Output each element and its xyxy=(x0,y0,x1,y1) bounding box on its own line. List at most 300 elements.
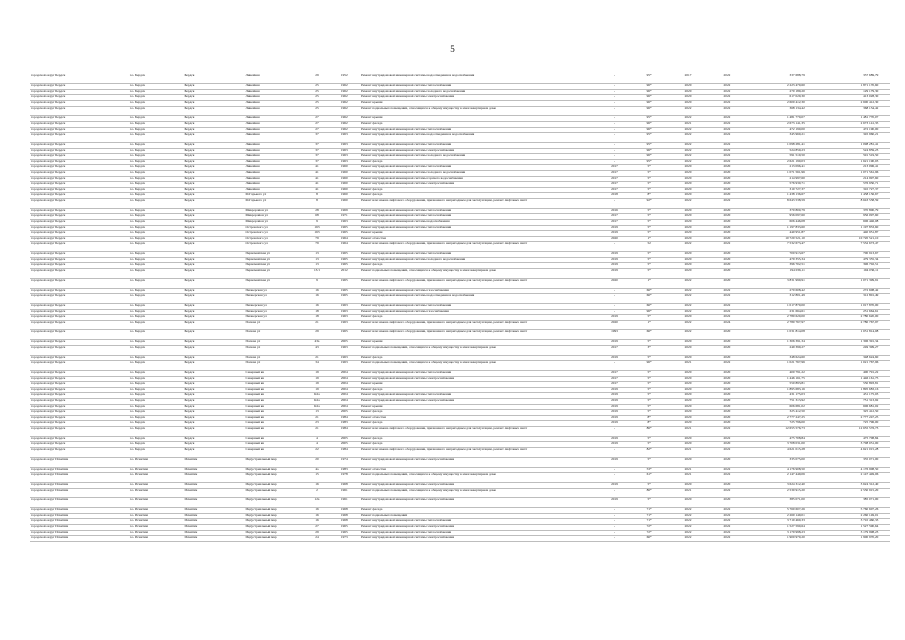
municipality-cell: городской округ Бердск xyxy=(30,288,129,294)
house-cell: 21 xyxy=(305,320,328,330)
year-built-cell: 1963 xyxy=(329,143,361,149)
city-cell: Бердск xyxy=(183,320,244,330)
district-cell: г.о. Бердск xyxy=(129,214,184,220)
work-type-cell: Ремонт внутридомовой инженерной системы теплоснабжения xyxy=(360,530,598,536)
cost-cell: 1 527 590,64 xyxy=(745,524,806,530)
work-type-cell: Ремонт отмостки xyxy=(360,415,598,421)
municipality-cell: городской округ Бердск xyxy=(30,187,129,193)
city-cell: Бердск xyxy=(183,303,244,309)
survey-year-cell: 2019 xyxy=(598,415,632,421)
house-cell: 29 xyxy=(305,74,328,84)
city-cell: Искитим xyxy=(183,508,244,514)
street-cell: Попова ул xyxy=(244,345,305,355)
city-cell: Искитим xyxy=(183,513,244,519)
work-type-cell: Ремонт фасада xyxy=(360,442,598,448)
work-type-cell: Ремонт внутридомовой инженерной системы электроснабжения xyxy=(360,482,598,488)
deadline-cell: 2022 xyxy=(709,294,745,304)
municipality-cell: городской округ Бердск xyxy=(30,154,129,160)
work-type-cell: Ремонт внутридомовой инженерной системы теплоснабжения xyxy=(360,214,598,220)
city-cell: Бердск xyxy=(183,294,244,304)
year-built-cell: 2005 xyxy=(329,436,361,442)
municipality-cell: городской округ Бердск xyxy=(30,133,129,143)
street-cell: Попова ул xyxy=(244,340,305,346)
street-cell: Северный кв xyxy=(244,393,305,399)
wear-cell: 52 xyxy=(631,242,667,252)
district-cell: г.о. Бердск xyxy=(129,95,184,101)
limit-cell: 1 098 281,41 xyxy=(806,143,880,149)
limit-cell: 129 179,30 xyxy=(806,89,880,95)
survey-year-cell: 2019 xyxy=(598,410,632,416)
limit-cell: 194 036,11 xyxy=(806,268,880,278)
municipality-cell: городской округ Искитим xyxy=(30,488,129,498)
deadline-cell: 2020 xyxy=(709,214,745,220)
municipality-cell: городской округ Искитим xyxy=(30,457,129,467)
house-cell: 23 xyxy=(305,421,328,427)
limit-cell: 751 313,92 xyxy=(806,399,880,405)
work-type-cell: Ремонт крыши xyxy=(360,382,598,388)
plan-year-cell: 2022 xyxy=(667,530,709,536)
year-built-cell: 1968 xyxy=(329,482,361,488)
plan-year-cell: 2022 xyxy=(667,288,709,294)
deadline-cell: 2020 xyxy=(709,165,745,171)
survey-year-cell: - xyxy=(598,242,632,252)
house-cell: 19 xyxy=(305,376,328,382)
row-mark xyxy=(879,427,890,437)
cost-cell: 606 446,08 xyxy=(745,219,806,225)
cost-cell: 1 071 561,96 xyxy=(745,171,806,177)
limit-cell: 5 760 607,26 xyxy=(806,508,880,514)
city-cell: Бердск xyxy=(183,404,244,410)
district-cell: г.о. Бердск xyxy=(129,371,184,377)
deadline-cell: 2022 xyxy=(709,101,745,107)
cost-cell: 1 098 281,41 xyxy=(745,143,806,149)
wear-cell: 5* xyxy=(631,436,667,442)
wear-cell: 95* xyxy=(631,159,667,165)
wear-cell: 66* xyxy=(631,303,667,309)
table-row xyxy=(30,198,890,208)
row-mark xyxy=(879,106,890,116)
survey-year-cell: - xyxy=(598,309,632,315)
limit-cell: 1 895 683,16 xyxy=(806,387,880,393)
municipality-cell: городской округ Бердск xyxy=(30,371,129,377)
limit-cell: 2 777 247,25 xyxy=(806,415,880,421)
municipality-cell: городской округ Бердск xyxy=(30,89,129,95)
deadline-cell: 2020 xyxy=(709,278,745,288)
municipality-cell: городской округ Бердск xyxy=(30,404,129,410)
plan-year-cell: 2020 xyxy=(667,410,709,416)
district-cell: г.о. Бердск xyxy=(129,198,184,208)
district-cell: г.о. Бердск xyxy=(129,225,184,231)
street-cell: Индустриальный мкр xyxy=(244,467,305,473)
plan-year-cell: 2020 xyxy=(667,165,709,171)
city-cell: Искитим xyxy=(183,498,244,508)
municipality-cell: городской округ Бердск xyxy=(30,427,129,437)
street-cell: Первомайская ул xyxy=(244,257,305,263)
municipality-cell: городской округ Бердск xyxy=(30,263,129,269)
wear-cell: 5* xyxy=(631,376,667,382)
wear-cell: 96* xyxy=(631,101,667,107)
street-cell: Попова ул xyxy=(244,330,305,340)
wear-cell: 1* xyxy=(631,236,667,242)
municipality-cell: городской округ Бердск xyxy=(30,182,129,188)
plan-year-cell: 2020 xyxy=(667,482,709,488)
municipality-cell: городской округ Искитим xyxy=(30,519,129,525)
limit-cell: 214 997,60 xyxy=(806,176,880,182)
work-type-cell: Ремонт подвальных помещений, относящихся к общему имуществу в многоквартирном доме xyxy=(360,106,598,116)
house-cell: 4 xyxy=(305,442,328,448)
wear-cell: 96* xyxy=(631,122,667,128)
deadline-cell: 2020 xyxy=(709,252,745,258)
year-built-cell: 1962 xyxy=(329,84,361,90)
city-cell: Бердск xyxy=(183,187,244,193)
plan-year-cell: 2020 xyxy=(667,89,709,95)
district-cell: г.о. Бердск xyxy=(129,393,184,399)
wear-cell: 5* xyxy=(631,404,667,410)
plan-year-cell: 2022 xyxy=(667,320,709,330)
limit-cell: 10 720 521,10 xyxy=(806,236,880,242)
district-cell: г.о. Бердск xyxy=(129,154,184,160)
table-row xyxy=(30,268,890,278)
survey-year-cell: 2017 xyxy=(598,176,632,182)
wear-cell: 5* xyxy=(631,382,667,388)
work-type-cell: Ремонт или замена лифтового оборудования, признанного непригодным для эксплуатации, ремонт лифтовых шахт xyxy=(360,330,598,340)
cost-cell: 591 519,50 xyxy=(745,154,806,160)
wear-cell: 5* xyxy=(631,165,667,171)
survey-year-cell: - xyxy=(598,198,632,208)
work-type-cell: Ремонт внутридомовой инженерной системы теплоснабжения xyxy=(360,519,598,525)
plan-year-cell: 2022 xyxy=(667,519,709,525)
wear-cell: 66* xyxy=(631,288,667,294)
district-cell: г.о. Бердск xyxy=(129,101,184,107)
table-row xyxy=(30,74,890,84)
city-cell: Бердск xyxy=(183,252,244,258)
city-cell: Бердск xyxy=(183,176,244,182)
cost-cell: 2 600 412,30 xyxy=(745,101,806,107)
survey-year-cell: 2017 xyxy=(598,345,632,355)
city-cell: Бердск xyxy=(183,278,244,288)
plan-year-cell: 2020 xyxy=(667,225,709,231)
municipality-cell: городской округ Бердск xyxy=(30,382,129,388)
city-cell: Бердск xyxy=(183,415,244,421)
year-built-cell: 1962 xyxy=(329,122,361,128)
house-cell: 8 xyxy=(305,193,328,199)
plan-year-cell: 2020 xyxy=(667,371,709,377)
work-type-cell: Ремонт внутридомовой инженерной системы теплоснабжения xyxy=(360,208,598,214)
work-type-cell: Ремонт внутридомовой инженерной системы теплоснабжения xyxy=(360,252,598,258)
work-type-cell: Ремонт внутридомовой инженерной системы теплоснабжения xyxy=(360,127,598,133)
survey-year-cell: 2019 xyxy=(598,225,632,231)
year-built-cell: 1963 xyxy=(329,361,361,371)
cost-cell: 2 223 470,60 xyxy=(745,84,806,90)
limit-cell: 606 681,02 xyxy=(806,404,880,410)
survey-year-cell: 2020 xyxy=(598,320,632,330)
street-cell: Индустриальный мкр xyxy=(244,524,305,530)
limit-cell: 2 673 141,35 xyxy=(806,122,880,128)
survey-year-cell: - xyxy=(598,148,632,154)
survey-year-cell: - xyxy=(598,361,632,371)
year-built-cell: 1973 xyxy=(329,536,361,542)
survey-year-cell: 2019 xyxy=(598,399,632,405)
district-cell: г.о. Бердск xyxy=(129,208,184,214)
year-built-cell: 1960 xyxy=(329,187,361,193)
district-cell: г.о. Бердск xyxy=(129,182,184,188)
city-cell: Бердск xyxy=(183,74,244,84)
house-cell: 41 xyxy=(305,187,328,193)
street-cell: Северный кв xyxy=(244,442,305,448)
work-type-cell: Ремонт фасада xyxy=(360,387,598,393)
municipality-cell: городской округ Бердск xyxy=(30,225,129,231)
row-mark xyxy=(879,268,890,278)
city-cell: Бердск xyxy=(183,154,244,160)
cost-cell: 617 029,30 xyxy=(745,95,806,101)
table-row xyxy=(30,473,890,483)
wear-cell: 5* xyxy=(631,263,667,269)
street-cell: Островского ул xyxy=(244,231,305,237)
plan-year-cell: 2022 xyxy=(667,127,709,133)
work-type-cell: Ремонт внутридомовой инженерной системы электроснабжения xyxy=(360,148,598,154)
year-built-cell: 1963 xyxy=(329,148,361,154)
municipality-cell: городской округ Бердск xyxy=(30,415,129,421)
deadline-cell: 2022 xyxy=(709,74,745,84)
district-cell: г.о. Бердск xyxy=(129,382,184,388)
house-cell: 15 xyxy=(305,473,328,483)
table-row xyxy=(30,294,890,304)
survey-year-cell: 2017 xyxy=(598,214,632,220)
year-built-cell: 2004 xyxy=(329,404,361,410)
cost-cell: 4 621 015,28 xyxy=(745,447,806,457)
street-cell: Северный кв xyxy=(244,410,305,416)
house-cell: 41 xyxy=(305,165,328,171)
deadline-cell: 2022 xyxy=(709,84,745,90)
limit-cell: 368 134,42 xyxy=(806,106,880,116)
deadline-cell: 2020 xyxy=(709,171,745,177)
survey-year-cell: 2019 xyxy=(598,421,632,427)
plan-year-cell: 2020 xyxy=(667,193,709,199)
municipality-cell: городской округ Бердск xyxy=(30,268,129,278)
municipality-cell: городской округ Бердск xyxy=(30,410,129,416)
city-cell: Бердск xyxy=(183,340,244,346)
house-cell: 19 xyxy=(305,371,328,377)
city-cell: Бердск xyxy=(183,436,244,442)
street-cell: М.Горького ул xyxy=(244,193,305,199)
wear-cell: 53* xyxy=(631,467,667,473)
capital-repair-table xyxy=(30,74,890,542)
municipality-cell: городской округ Бердск xyxy=(30,242,129,252)
city-cell: Бердск xyxy=(183,257,244,263)
house-cell: 2 xyxy=(305,488,328,498)
year-built-cell: 1960 xyxy=(329,198,361,208)
street-cell: Северный кв xyxy=(244,376,305,382)
municipality-cell: городской округ Бердск xyxy=(30,236,129,242)
deadline-cell: 2020 xyxy=(709,176,745,182)
work-type-cell: Ремонт фасада xyxy=(360,436,598,442)
table-row xyxy=(30,536,890,542)
limit-cell: 3 179 998,23 xyxy=(806,530,880,536)
plan-year-cell: 2022 xyxy=(667,536,709,542)
year-built-cell: 1963 xyxy=(329,159,361,165)
city-cell: Бердск xyxy=(183,387,244,393)
wear-cell: 5* xyxy=(631,208,667,214)
house-cell: 28 xyxy=(305,208,328,214)
house-cell: К2а xyxy=(305,399,328,405)
survey-year-cell: 2019 xyxy=(598,340,632,346)
wear-cell: 5* xyxy=(631,176,667,182)
plan-year-cell: 2020 xyxy=(667,345,709,355)
municipality-cell: городской округ Бердск xyxy=(30,399,129,405)
work-type-cell: Ремонт крыши xyxy=(360,404,598,410)
table-row xyxy=(30,488,890,498)
limit-cell: 1 306 391,34 xyxy=(806,340,880,346)
house-cell: 79 xyxy=(305,236,328,242)
cost-cell: 370 800,79 xyxy=(745,208,806,214)
municipality-cell: городской округ Бердск xyxy=(30,84,129,90)
work-type-cell: Ремонт фасада xyxy=(360,263,598,269)
limit-cell: 475 708,84 xyxy=(806,436,880,442)
city-cell: Бердск xyxy=(183,361,244,371)
wear-cell: 72* xyxy=(631,530,667,536)
plan-year-cell: 2017 xyxy=(667,74,709,84)
street-cell: Индустриальный мкр xyxy=(244,508,305,514)
work-type-cell: Ремонт фасада xyxy=(360,187,598,193)
deadline-cell: 2022 xyxy=(709,519,745,525)
district-cell: г.о. Бердск xyxy=(129,176,184,182)
district-cell: г.о. Бердск xyxy=(129,159,184,165)
plan-year-cell: 2021 xyxy=(667,467,709,473)
street-cell: Линейная xyxy=(244,89,305,95)
survey-year-cell: 2019 xyxy=(598,457,632,467)
street-cell: М.Горького ул xyxy=(244,198,305,208)
deadline-cell: 2022 xyxy=(709,303,745,309)
city-cell: Бердск xyxy=(183,263,244,269)
year-built-cell: 1960 xyxy=(329,176,361,182)
year-built-cell: 1962 xyxy=(329,95,361,101)
limit-cell: 4 176 908,50 xyxy=(806,467,880,473)
house-cell: 41 xyxy=(305,182,328,188)
house-cell: 163 xyxy=(305,231,328,237)
house-cell: 41 xyxy=(305,171,328,177)
survey-year-cell: - xyxy=(598,519,632,525)
district-cell: г.о. Искитим xyxy=(129,530,184,536)
year-built-cell: 1962 xyxy=(329,116,361,122)
house-cell: 19 xyxy=(305,387,328,393)
house-cell: 25 xyxy=(305,89,328,95)
street-cell: Пионерская ул xyxy=(244,309,305,315)
row-mark xyxy=(879,361,890,371)
wear-cell: 5* xyxy=(631,257,667,263)
street-cell: Северный кв xyxy=(244,371,305,377)
survey-year-cell: 2019 xyxy=(598,268,632,278)
limit-cell: 4 621 015,28 xyxy=(806,447,880,457)
house-cell: 16 xyxy=(305,508,328,514)
survey-year-cell: 2019 xyxy=(598,498,632,508)
house-cell: 27 xyxy=(305,116,328,122)
year-built-cell: 1963 xyxy=(329,219,361,225)
deadline-cell: 2020 xyxy=(709,231,745,237)
survey-year-cell: - xyxy=(598,524,632,530)
house-cell: 27 xyxy=(305,524,328,530)
year-built-cell: 1952 xyxy=(329,74,361,84)
work-type-cell: Ремонт внутридомовой инженерной системы электроснабжения xyxy=(360,524,598,530)
district-cell: г.о. Бердск xyxy=(129,219,184,225)
plan-year-cell: 2020 xyxy=(667,257,709,263)
survey-year-cell: 1993 xyxy=(598,330,632,340)
survey-year-cell: 2019 xyxy=(598,387,632,393)
row-mark xyxy=(879,457,890,467)
limit-cell: 2 600 412,30 xyxy=(806,101,880,107)
house-cell: 16 xyxy=(305,519,328,525)
district-cell: г.о. Бердск xyxy=(129,330,184,340)
work-type-cell: Ремонт или замена лифтового оборудования, признанного непригодным для эксплуатации, ремонт лифтовых шахт xyxy=(360,278,598,288)
wear-cell: 96* xyxy=(631,154,667,160)
plan-year-cell: 2020 xyxy=(667,415,709,421)
city-cell: Бердск xyxy=(183,133,244,143)
cost-cell: 2 673 141,35 xyxy=(745,122,806,128)
plan-year-cell: 2020 xyxy=(667,182,709,188)
survey-year-cell: - xyxy=(598,122,632,128)
plan-year-cell: 2020 xyxy=(667,436,709,442)
district-cell: г.о. Бердск xyxy=(129,355,184,361)
house-cell: 21 xyxy=(305,355,328,361)
district-cell: г.о. Бердск xyxy=(129,340,184,346)
year-built-cell: 2004 xyxy=(329,376,361,382)
deadline-cell: 2020 xyxy=(709,382,745,388)
work-type-cell: Ремонт или замена лифтового оборудования, признанного непригодным для эксплуатации, ремонт лифтовых шахт xyxy=(360,320,598,330)
district-cell: г.о. Бердск xyxy=(129,404,184,410)
deadline-cell: 2022 xyxy=(709,116,745,122)
work-type-cell: Ремонт внутридомовой инженерной системы водоснабжения xyxy=(360,219,598,225)
deadline-cell: 2020 xyxy=(709,404,745,410)
district-cell: г.о. Искитим xyxy=(129,513,184,519)
cost-cell: 1 895 683,16 xyxy=(745,387,806,393)
municipality-cell: городской округ Бердск xyxy=(30,436,129,442)
work-type-cell: Ремонт крыши xyxy=(360,101,598,107)
deadline-cell: 2020 xyxy=(709,182,745,188)
city-cell: Бердск xyxy=(183,345,244,355)
city-cell: Искитим xyxy=(183,530,244,536)
house-cell: К2а xyxy=(305,404,328,410)
year-built-cell: 1983 xyxy=(329,467,361,473)
street-cell: Островского ул xyxy=(244,236,305,242)
plan-year-cell: 2020 xyxy=(667,95,709,101)
work-type-cell: Ремонт подвальных помещений, относящихся к общему имуществу в многоквартирном доме xyxy=(360,268,598,278)
municipality-cell: городской округ Бердск xyxy=(30,309,129,315)
city-cell: Бердск xyxy=(183,159,244,165)
year-built-cell: 1962 xyxy=(329,106,361,116)
year-built-cell: 1984 xyxy=(329,447,361,457)
city-cell: Бердск xyxy=(183,242,244,252)
limit-cell: 413 028,30 xyxy=(806,95,880,101)
table-body xyxy=(30,74,890,541)
limit-cell: 1 446 161,75 xyxy=(806,376,880,382)
year-built-cell: 1961 xyxy=(329,488,361,498)
year-built-cell: 1968 xyxy=(329,508,361,514)
limit-cell: 400 791,22 xyxy=(806,371,880,377)
wear-cell: 5* xyxy=(631,482,667,488)
street-cell: Северный кв xyxy=(244,427,305,437)
city-cell: Бердск xyxy=(183,127,244,133)
plan-year-cell: 2020 xyxy=(667,340,709,346)
plan-year-cell: 2021 xyxy=(667,488,709,498)
survey-year-cell: 2019 xyxy=(598,257,632,263)
wear-cell: 72* xyxy=(631,524,667,530)
work-type-cell: Ремонт внутридомовой инженерной системы теплоснабжения xyxy=(360,303,598,309)
deadline-cell: 2020 xyxy=(709,387,745,393)
survey-year-cell: - xyxy=(598,106,632,116)
cost-cell: 214 997,60 xyxy=(745,176,806,182)
deadline-cell: 2022 xyxy=(709,467,745,473)
district-cell: г.о. Бердск xyxy=(129,410,184,416)
deadline-cell: 2022 xyxy=(709,361,745,371)
